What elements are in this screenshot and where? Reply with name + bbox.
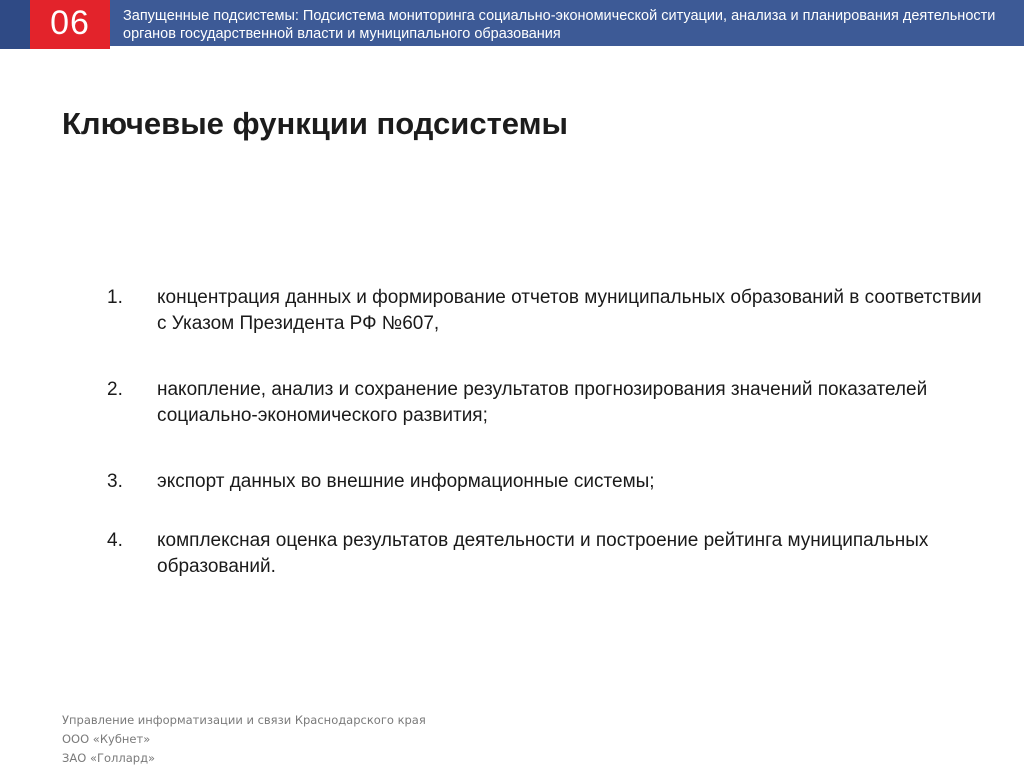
- item-number: 3.: [107, 471, 123, 492]
- function-item-1: [107, 285, 987, 337]
- item-text: накопление, анализ и сохранение результатов прогнозирования значений показателей социально-экономического развития;: [157, 379, 928, 426]
- item-number: 1.: [107, 287, 123, 308]
- item-text: концентрация данных и формирование отчетов муниципальных образований в соответствии с Указом Президента РФ №607,: [157, 287, 982, 334]
- item-number: 4.: [107, 530, 123, 551]
- function-list: [107, 285, 987, 580]
- function-item-4: [107, 528, 987, 580]
- footer-line-department: Управление информатизации и связи Краснодарского края: [62, 713, 426, 727]
- footer-line-kubnet: ООО «Кубнет»: [62, 732, 151, 746]
- slide-number-badge: [30, 0, 110, 46]
- function-item-2: [107, 377, 987, 429]
- function-item-3: [107, 469, 987, 495]
- header-left-stripe: [0, 0, 30, 46]
- item-text: экспорт данных во внешние информационные системы;: [157, 471, 655, 492]
- header-subtitle: Запущенные подсистемы: Подсистема мониторинга социально-экономической ситуации, анализа и планирования деятельности органов государственной власти и муниципального образования: [123, 8, 996, 42]
- footer-line-gollard: ЗАО «Голлард»: [62, 751, 156, 765]
- page-title: Ключевые функции подсистемы: [62, 106, 568, 141]
- item-text: комплексная оценка результатов деятельности и построение рейтинга муниципальных образований.: [157, 530, 929, 577]
- slide-number: 06: [50, 4, 90, 42]
- header-underline-right: [110, 46, 1024, 49]
- footer: [62, 711, 426, 768]
- item-number: 2.: [107, 379, 123, 400]
- header-underline-left: [0, 46, 30, 49]
